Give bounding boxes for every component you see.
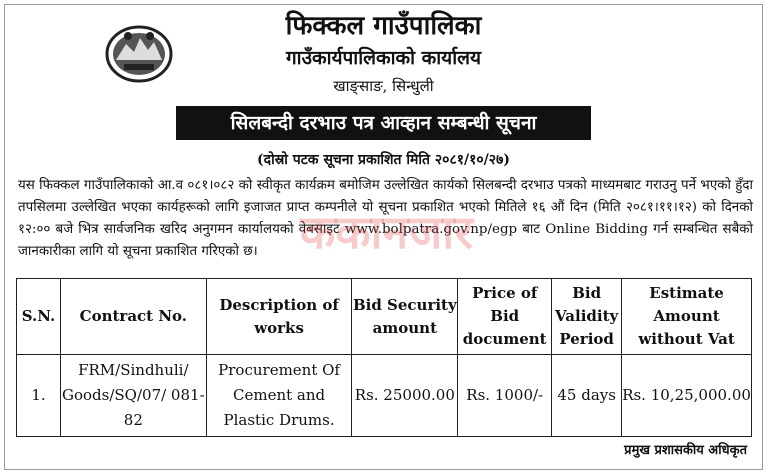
office-name: गाउँकार्यपालिकाको कार्यालय xyxy=(285,47,482,69)
cell-contract-no: FRM/Sindhuli/ Goods/SQ/07/ 081-82 xyxy=(60,355,206,437)
watermark: ककानजार xyxy=(300,205,473,259)
bid-table xyxy=(16,278,752,437)
cell-validity: 45 days xyxy=(552,355,622,437)
col-header-contract-no: Contract No. xyxy=(60,279,206,355)
cell-bid-doc-price: Rs. 1000/- xyxy=(458,355,552,437)
col-header-bid-doc-price: Price of Bid document xyxy=(458,279,552,355)
table-header-row xyxy=(17,279,752,355)
notice-title: सिलबन्दी दरभाउ पत्र आव्हान सम्बन्धी सूचना xyxy=(176,106,591,140)
cell-description: Procurement Of Cement and Plastic Drums. xyxy=(206,355,352,437)
col-header-estimate: Estimate Amount without Vat xyxy=(622,279,752,355)
cell-bid-security: Rs. 25000.00 xyxy=(352,355,458,437)
publication-date: (दोस्रो पटक सूचना प्रकाशित मिति २०८१/१०/२७) xyxy=(257,152,510,168)
cell-sn: 1. xyxy=(17,355,61,437)
signature-title: प्रमुख प्रशासकीय अधिकृत xyxy=(624,443,747,458)
municipality-name: फिक्कल गाउँपालिका xyxy=(285,11,482,41)
notice-body: यस फिक्कल गाउँपालिकाको आ.व ०८१।०८२ को स्वीकृत कार्यक्रम बमोजिम उल्लेखित कार्यको सिलबन्दी दरभाउ पत्रको माध्यमबाट गराउनु पर्ने भएको हुँदा तपसिलमा उल्लेखित भएका कार्यहरूको लागि इजाजत प्राप्त कम्पनीले यो सूचना प्रकाशित भएको मितिले १६ औं दिन (मिति २०८१।११।१२) को दिनको १२:०० बजे भित्र सार्वजनिक खरिद अनुगमन कार्यालयको वेबसाइट www.bolpatra.gov.np/egp बाट Online Bidding गर्न सम्बन्धित सबैको जानकारीका लागि यो सूचना प्रकाशित गरिएको छ। xyxy=(18,178,753,259)
table-row xyxy=(17,355,752,437)
office-location: खाङ्साङ, सिन्धुली xyxy=(333,77,434,95)
col-header-bid-security: Bid Security amount xyxy=(352,279,458,355)
col-header-description: Description of works xyxy=(206,279,352,355)
cell-estimate: Rs. 10,25,000.00 xyxy=(622,355,752,437)
col-header-validity: Bid Validity Period xyxy=(552,279,622,355)
col-header-sn: S.N. xyxy=(17,279,61,355)
